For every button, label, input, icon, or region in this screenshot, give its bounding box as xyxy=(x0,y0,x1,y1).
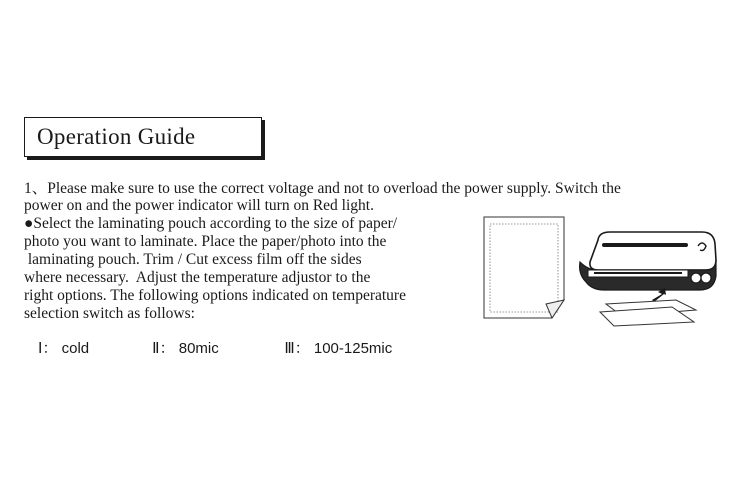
option-label: cold xyxy=(61,340,90,357)
option-separator: ： xyxy=(294,340,310,357)
option-numeral: Ⅱ xyxy=(152,340,160,357)
laminator-illustration xyxy=(480,212,720,327)
temperature-options xyxy=(38,337,392,358)
option-100-125mic xyxy=(284,337,392,358)
option-label: 100-125mic xyxy=(313,340,393,357)
option-separator: ： xyxy=(159,340,175,357)
laminating-pouch-icon xyxy=(484,217,564,318)
step-2-line-1: ●Select the laminating pouch according to the size of paper/ xyxy=(24,215,398,232)
paper-sheets-icon xyxy=(600,300,696,326)
step-2-line-3: laminating pouch. Trim / Cut excess film off the sides xyxy=(24,251,362,268)
option-numeral: Ⅰ xyxy=(38,340,43,357)
step-2-line-5: right options. The following options indicated on temperature xyxy=(24,287,406,304)
section-title-box xyxy=(24,117,262,157)
step-2-line-2: photo you want to laminate. Place the paper/photo into the xyxy=(24,233,387,250)
option-separator: ： xyxy=(42,340,58,357)
option-80mic xyxy=(152,337,280,358)
step-1-line-2: power on and the power indicator will turn on Red light. xyxy=(24,197,374,214)
option-cold xyxy=(38,337,148,358)
laminator-machine-icon xyxy=(580,232,716,290)
step-1-line-1: 1、Please make sure to use the correct voltage and not to overload the power supply. Switch the xyxy=(24,180,621,197)
option-numeral: Ⅲ xyxy=(284,340,295,357)
option-label: 80mic xyxy=(178,340,219,357)
step-2-line-6: selection switch as follows: xyxy=(24,305,195,322)
page-title: Operation Guide xyxy=(37,124,196,149)
step-2-line-4: where necessary. Adjust the temperature adjustor to the xyxy=(24,269,371,286)
